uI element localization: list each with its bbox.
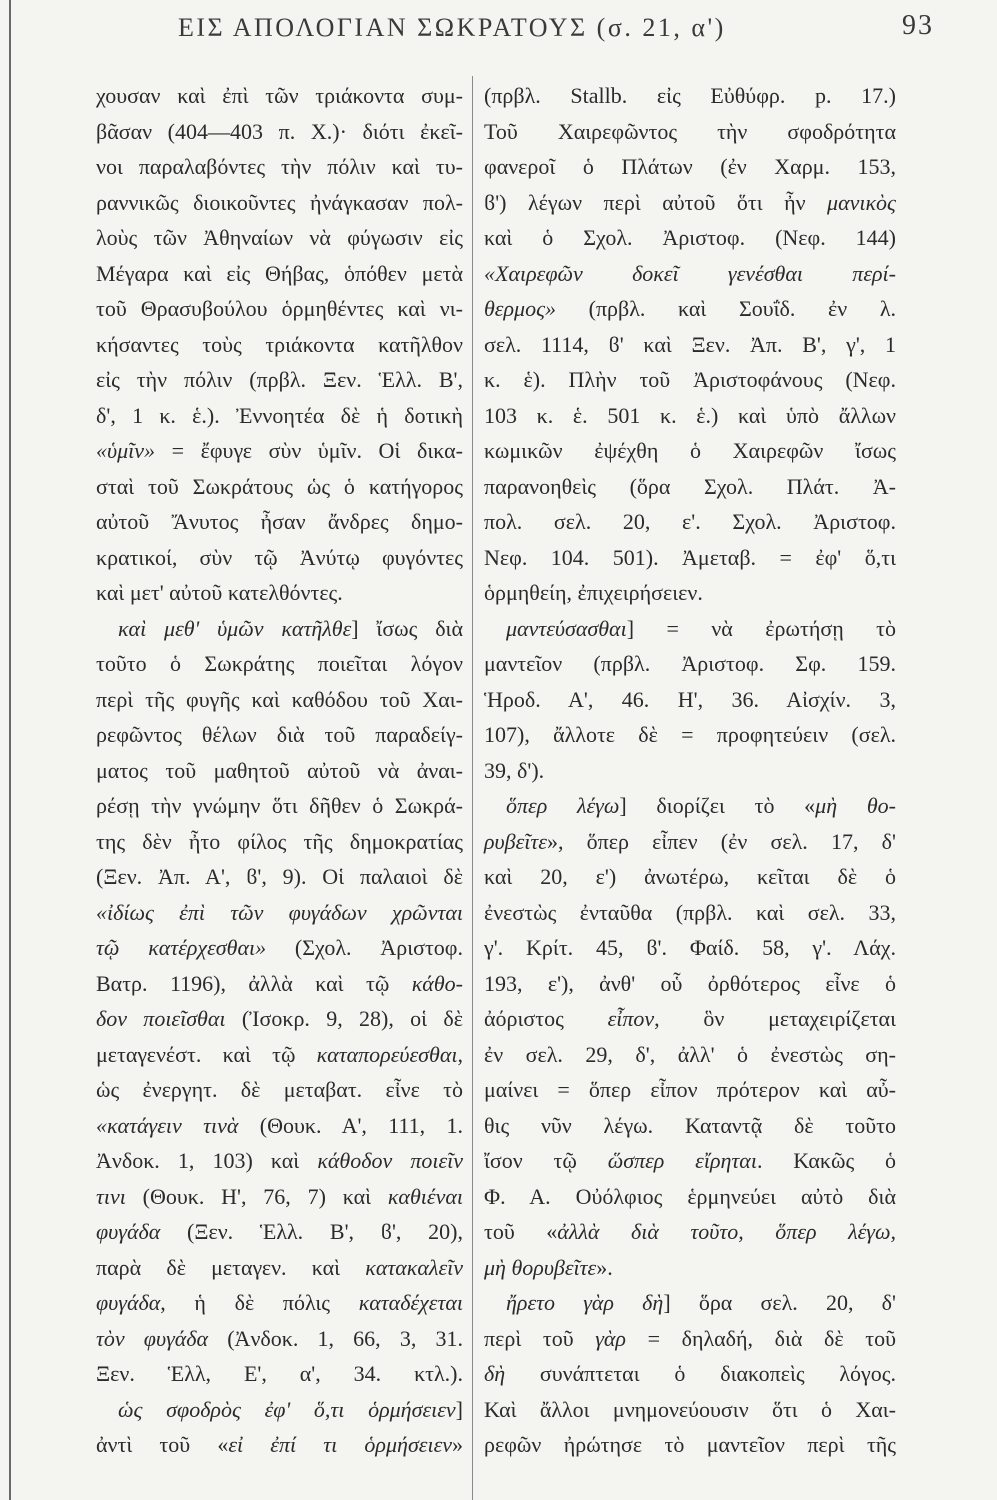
text-line	[484, 504, 896, 540]
page-number: 93	[902, 10, 934, 41]
text-segment: (Ξεν. Ἑλλ. Β', ϐ', 20),	[160, 1219, 463, 1244]
italic-text: κάθο-	[411, 970, 463, 996]
text-line	[96, 682, 463, 718]
text-line	[484, 469, 896, 505]
italic-text: τινι	[96, 1183, 126, 1209]
text-line	[96, 256, 463, 292]
text-segment: ρεφῶν ἠρώτησε τὸ μαντεῖον περὶ τῆς	[484, 1432, 896, 1457]
text-segment: παρὰ δὲ μεταγεν. καὶ	[96, 1254, 366, 1280]
text-segment: Φ. Α. Οὐόλφιος ἑρμηνεύει αὐτὸ διὰ	[484, 1183, 896, 1209]
text-line	[96, 1072, 463, 1108]
text-segment: ] ἴσως διὰ	[351, 615, 464, 641]
text-segment: Νεφ. 104. 501). Ἀμεταβ. = ἐφ' ὅ,τι	[484, 544, 896, 570]
italic-text: φυγάδα	[96, 1290, 161, 1315]
italic-text: «ὑμῖν»	[96, 438, 156, 463]
text-segment: (Σχολ. Ἀριστοφ.	[266, 935, 464, 960]
text-segment: φανεροῖ ὁ Πλάτων (ἐν Χαρμ. 153,	[484, 154, 896, 179]
text-line	[96, 469, 463, 505]
text-line	[96, 1001, 463, 1037]
text-line	[484, 753, 896, 789]
text-line	[96, 1108, 463, 1144]
text-line	[96, 540, 463, 576]
text-segment: , ὃν μεταχειρίζεται	[654, 1006, 896, 1031]
page-binding-edge	[9, 0, 11, 1500]
text-line	[484, 717, 896, 753]
italic-text: καταδέχεται	[358, 1290, 463, 1315]
text-line	[484, 611, 896, 647]
text-line	[96, 1427, 463, 1463]
italic-text: ρυβεῖτε	[484, 828, 547, 854]
text-line	[484, 1179, 896, 1215]
right-column	[484, 78, 896, 1463]
italic-text: «Χαιρεφῶν δοκεῖ γενέσθαι περί-	[484, 260, 896, 286]
text-segment: . Κακῶς ὁ	[756, 1148, 896, 1173]
italic-text: τὸν φυγάδα	[96, 1325, 209, 1351]
italic-text: μὴ θορυβεῖτε	[484, 1254, 597, 1280]
text-segment: (πρβλ. καὶ Σουΐδ. ἐν λ.	[556, 296, 896, 321]
text-line	[96, 1179, 463, 1215]
text-line	[96, 220, 463, 256]
text-segment: κρατικοί, σὺν τῷ Ἀνύτῳ φυγόντες	[96, 544, 463, 570]
text-line	[96, 362, 463, 398]
text-line	[96, 788, 463, 824]
text-segment: = ἔφυγε σὺν ὑμῖν. Οἱ δικα-	[155, 438, 463, 463]
text-segment: (Θουκ. Η', 76, 7) καὶ	[125, 1183, 388, 1209]
text-line	[96, 327, 463, 363]
text-segment: παρανοηθεὶς (ὅρα Σχολ. Πλάτ. Ἀ-	[484, 473, 896, 499]
text-segment: τοῦ «	[484, 1219, 558, 1244]
text-line	[96, 78, 463, 114]
text-line	[484, 114, 896, 150]
text-line	[484, 149, 896, 185]
text-segment: ματος τοῦ μαθητοῦ αὐτοῦ νὰ ἀναι-	[96, 757, 463, 783]
text-segment: κήσαντες τοὺς τριάκοντα κατῆλθον	[96, 331, 463, 357]
text-segment: μεταγενέστ. καὶ τῷ	[96, 1041, 317, 1067]
text-line	[484, 1143, 896, 1179]
text-segment: Βατρ. 1196), ἀλλὰ καὶ τῷ	[96, 970, 412, 996]
text-segment: »	[452, 1432, 464, 1457]
text-line	[96, 611, 463, 647]
text-line	[484, 362, 896, 398]
text-line	[96, 895, 463, 931]
text-line	[484, 291, 896, 327]
italic-text: κάθοδον ποιεῖν	[317, 1148, 464, 1173]
text-line	[96, 1214, 463, 1250]
text-segment: ρέσῃ τὴν γνώμην ὅτι δῆθεν ὁ Σωκρά-	[96, 793, 463, 818]
text-line	[96, 1356, 463, 1392]
text-segment: (Ξεν. Ἀπ. Α', ϐ', 9). Οἱ παλαιοὶ δὲ	[96, 864, 463, 889]
text-segment: μαντεῖον (πρβλ. Ἀριστοφ. Σφ. 159.	[484, 651, 896, 676]
italic-text: μαντεύσασθαι	[506, 615, 627, 641]
text-segment: (πρβλ. Stallb. εἰς Εὐθύφρ. p. 17.)	[484, 83, 896, 108]
text-segment: ] διορίζει τὸ «	[619, 793, 816, 818]
text-line	[484, 1321, 896, 1357]
text-segment: λοὺς τῶν Ἀθηναίων νὰ φύγωσιν εἰς	[96, 225, 463, 250]
text-segment: καὶ ὁ Σχολ. Ἀριστοφ. (Νεφ. 144)	[484, 225, 896, 250]
italic-text: καὶ μεθ' ὑμῶν κατῆλθε	[118, 615, 352, 641]
text-line	[96, 185, 463, 221]
italic-text: θερμος»	[484, 296, 557, 321]
text-segment: ,	[457, 1041, 463, 1067]
text-segment: χουσαν καὶ ἐπὶ τῶν τριάκοντα συμ-	[96, 83, 463, 108]
text-segment: ]	[455, 1396, 463, 1422]
italic-text: ἤρετο γὰρ δὴ	[506, 1290, 664, 1315]
italic-text: φυγάδα	[96, 1219, 161, 1244]
left-column	[96, 78, 463, 1463]
text-segment: καὶ μετ' αὐτοῦ κατελθόντες.	[96, 580, 343, 605]
text-segment: ἐνεστὼς ἐνταῦθα (πρβλ. καὶ σελ. 33,	[484, 899, 896, 925]
text-segment: 107), ἄλλοτε δὲ = προφητεύειν (σελ.	[484, 722, 896, 747]
text-line	[484, 398, 896, 434]
text-segment: νοι παραλαβόντες τὴν πόλιν καὶ τυ-	[96, 154, 463, 179]
text-segment: Τοῦ Χαιρεφῶντος τὴν σφοδρότητα	[484, 118, 896, 144]
italic-text: «κατάγειν τινὰ	[96, 1112, 239, 1138]
text-segment: ὁρμηθείη, ἐπιχειρήσειεν.	[484, 580, 703, 605]
italic-text: ὡς σφοδρὸς ἐφ' ὅ,τι ὁρμήσειεν	[118, 1396, 456, 1422]
text-line	[96, 753, 463, 789]
text-segment: περὶ τοῦ	[484, 1325, 596, 1351]
text-line	[484, 185, 896, 221]
text-segment: περὶ τῆς φυγῆς καὶ καθόδου τοῦ Χαι-	[96, 686, 463, 712]
italic-text: δον ποιεῖσθαι	[96, 1006, 226, 1031]
text-segment: ϐ') λέγων περὶ αὐτοῦ ὅτι ἦν	[484, 189, 828, 215]
text-segment: μαίνει = ὅπερ εἶπον πρότερον καὶ αὖ-	[484, 1077, 896, 1102]
text-segment: », ὅπερ εἶπεν (ἐν σελ. 17, δ'	[546, 828, 896, 854]
text-segment: θις νῦν λέγω. Καταντᾷ δὲ τοῦτο	[484, 1112, 896, 1138]
italic-text: εἶπον	[607, 1006, 655, 1031]
text-line	[96, 1321, 463, 1357]
text-line	[96, 504, 463, 540]
text-segment: τοῦτο ὁ Σωκράτης ποιεῖται λόγον	[96, 651, 463, 676]
italic-text: εἰ ἐπί τι ὁρμήσειεν	[228, 1432, 453, 1457]
text-line	[96, 859, 463, 895]
text-line	[96, 824, 463, 860]
text-line	[484, 788, 896, 824]
text-line	[96, 1143, 463, 1179]
text-segment: ] ὅρα σελ. 20, δ'	[663, 1290, 896, 1315]
italic-text: δὴ	[484, 1361, 506, 1386]
text-segment: 103 κ. ἑ. 501 κ. ἑ.) καὶ ὑπὸ ἄλλων	[484, 402, 896, 428]
text-segment: ραννικῶς διοικοῦντες ἠνάγκασαν πολ-	[96, 189, 463, 215]
text-line	[484, 824, 896, 860]
text-segment: (Ἰσοκρ. 9, 28), οἱ δὲ	[225, 1006, 463, 1031]
text-segment: συνάπτεται ὁ διακοπεὶς λόγος.	[505, 1361, 896, 1386]
italic-text: «ἰδίως ἐπὶ τῶν φυγάδων χρῶνται	[96, 899, 463, 925]
text-segment: (Θουκ. Α', 111, 1.	[238, 1112, 464, 1138]
text-line	[96, 433, 463, 469]
text-segment: ἀντὶ τοῦ «	[96, 1432, 229, 1457]
text-line	[484, 1356, 896, 1392]
italic-text: ἀλλὰ διὰ τοῦτο, ὅπερ λέγω,	[557, 1219, 896, 1244]
text-line	[96, 717, 463, 753]
text-line	[484, 1427, 896, 1463]
text-line	[96, 398, 463, 434]
text-segment: γ'. Κρίτ. 45, ϐ'. Φαίδ. 58, γ'. Λάχ.	[484, 935, 896, 960]
text-segment: ἐν σελ. 29, δ', ἀλλ' ὁ ἐνεστὼς ση-	[484, 1041, 896, 1067]
italic-text: μὴ θο-	[815, 793, 896, 818]
text-line	[484, 433, 896, 469]
text-segment: εἰς τὴν πόλιν (πρβλ. Ξεν. Ἑλλ. Β',	[96, 367, 463, 392]
text-segment: τοῦ Θρασυβούλου ὁρμηθέντες καὶ νι-	[96, 296, 463, 321]
text-segment: δ', 1 κ. ἑ.). Ἐννοητέα δὲ ἡ δοτικὴ	[96, 402, 463, 428]
text-segment: Καὶ ἄλλοι μνημονεύουσιν ὅτι ὁ Χαι-	[484, 1396, 896, 1422]
italic-text: κατακαλεῖν	[365, 1254, 463, 1280]
text-segment: βᾶσαν (404—403 π. Χ.)· διότι ἐκεῖ-	[96, 118, 463, 144]
text-line	[484, 1285, 896, 1321]
italic-text: ὥσπερ εἴρηται	[607, 1148, 757, 1173]
text-line	[484, 220, 896, 256]
text-line	[96, 575, 463, 611]
text-line	[484, 1250, 896, 1286]
text-segment: (Ἀνδοκ. 1, 66, 3, 31.	[208, 1325, 463, 1351]
text-segment: Μέγαρα καὶ εἰς Θήβας, ὁπόθεν μετὰ	[96, 260, 463, 286]
text-line	[484, 1108, 896, 1144]
text-segment: ρεφῶντος θέλων διὰ τοῦ παραδείγ-	[96, 722, 463, 747]
text-segment: 39, δ').	[484, 757, 545, 783]
text-segment: καὶ 20, ε') ἀνωτέρω, κεῖται δὲ ὁ	[484, 864, 896, 889]
text-segment: Ἡροδ. Α', 46. Η', 36. Αἰσχίν. 3,	[484, 686, 896, 712]
text-segment: σταὶ τοῦ Σωκράτους ὡς ὁ κατήγορος	[96, 473, 463, 499]
text-segment: κ. ἑ). Πλὴν τοῦ Ἀριστοφάνους (Νεφ.	[484, 367, 896, 392]
text-segment: ὡς ἐνεργητ. δὲ μεταβατ. εἶνε τὸ	[96, 1077, 463, 1102]
text-segment: πολ. σελ. 20, ε'. Σχολ. Ἀριστοφ.	[484, 509, 896, 534]
text-line	[484, 682, 896, 718]
text-segment: 193, ε'), ἀνθ' οὗ ὀρθότερος εἶνε ὁ	[484, 970, 896, 996]
text-line	[484, 1037, 896, 1073]
text-line	[96, 291, 463, 327]
running-header: ΕΙΣ ΑΠΟΛΟΓΙΑΝ ΣΩΚΡΑΤΟΥΣ (σ. 21, α')	[178, 13, 726, 42]
text-line	[484, 895, 896, 931]
italic-text: καθιέναι	[387, 1183, 463, 1209]
text-line	[484, 1001, 896, 1037]
text-line	[484, 256, 896, 292]
text-segment: , ἡ δὲ πόλις	[160, 1290, 359, 1315]
text-line	[484, 646, 896, 682]
text-line	[484, 1392, 896, 1428]
text-segment: αὐτοῦ Ἄνυτος ἦσαν ἄνδρες δημο-	[96, 509, 463, 534]
italic-text: τῷ κατέρχεσθαι»	[96, 935, 267, 960]
italic-text: ὅπερ λέγω	[506, 793, 620, 818]
text-segment: Ἀνδοκ. 1, 103) καὶ	[96, 1148, 318, 1173]
text-segment: ] = νὰ ἐρωτήσῃ τὸ	[626, 615, 896, 641]
italic-text: καταπορεύεσθαι	[316, 1041, 458, 1067]
text-line	[484, 859, 896, 895]
text-line	[96, 1250, 463, 1286]
text-segment: = δηλαδή, διὰ δὲ τοῦ	[625, 1325, 896, 1351]
text-line	[96, 149, 463, 185]
text-line	[484, 1214, 896, 1250]
text-line	[96, 930, 463, 966]
text-line	[96, 646, 463, 682]
italic-text: μανικὸς	[827, 189, 896, 215]
text-line	[484, 930, 896, 966]
text-line	[96, 1392, 463, 1428]
italic-text: γὰρ	[595, 1325, 626, 1351]
text-line	[96, 966, 463, 1002]
text-segment: σελ. 1114, ϐ' καὶ Ξεν. Ἀπ. Β', γ', 1	[484, 331, 896, 357]
text-segment: Ξεν. Ἑλλ, Ε', α', 34. κτλ.).	[96, 1361, 463, 1386]
text-segment: ἴσον τῷ	[484, 1148, 608, 1173]
text-line	[484, 78, 896, 114]
column-divider	[472, 76, 473, 1500]
text-line	[484, 575, 896, 611]
text-line	[484, 327, 896, 363]
text-line	[484, 540, 896, 576]
text-line	[484, 966, 896, 1002]
text-segment: της δὲν ἦτο φίλος τῆς δημοκρατίας	[96, 828, 463, 854]
text-line	[484, 1072, 896, 1108]
text-line	[96, 114, 463, 150]
text-segment: ἀόριστος	[484, 1006, 608, 1031]
text-line	[96, 1285, 463, 1321]
text-line	[96, 1037, 463, 1073]
text-segment: κωμικῶν ἐψέχθη ὁ Χαιρεφῶν ἴσως	[484, 438, 896, 463]
text-segment: ».	[596, 1254, 613, 1280]
